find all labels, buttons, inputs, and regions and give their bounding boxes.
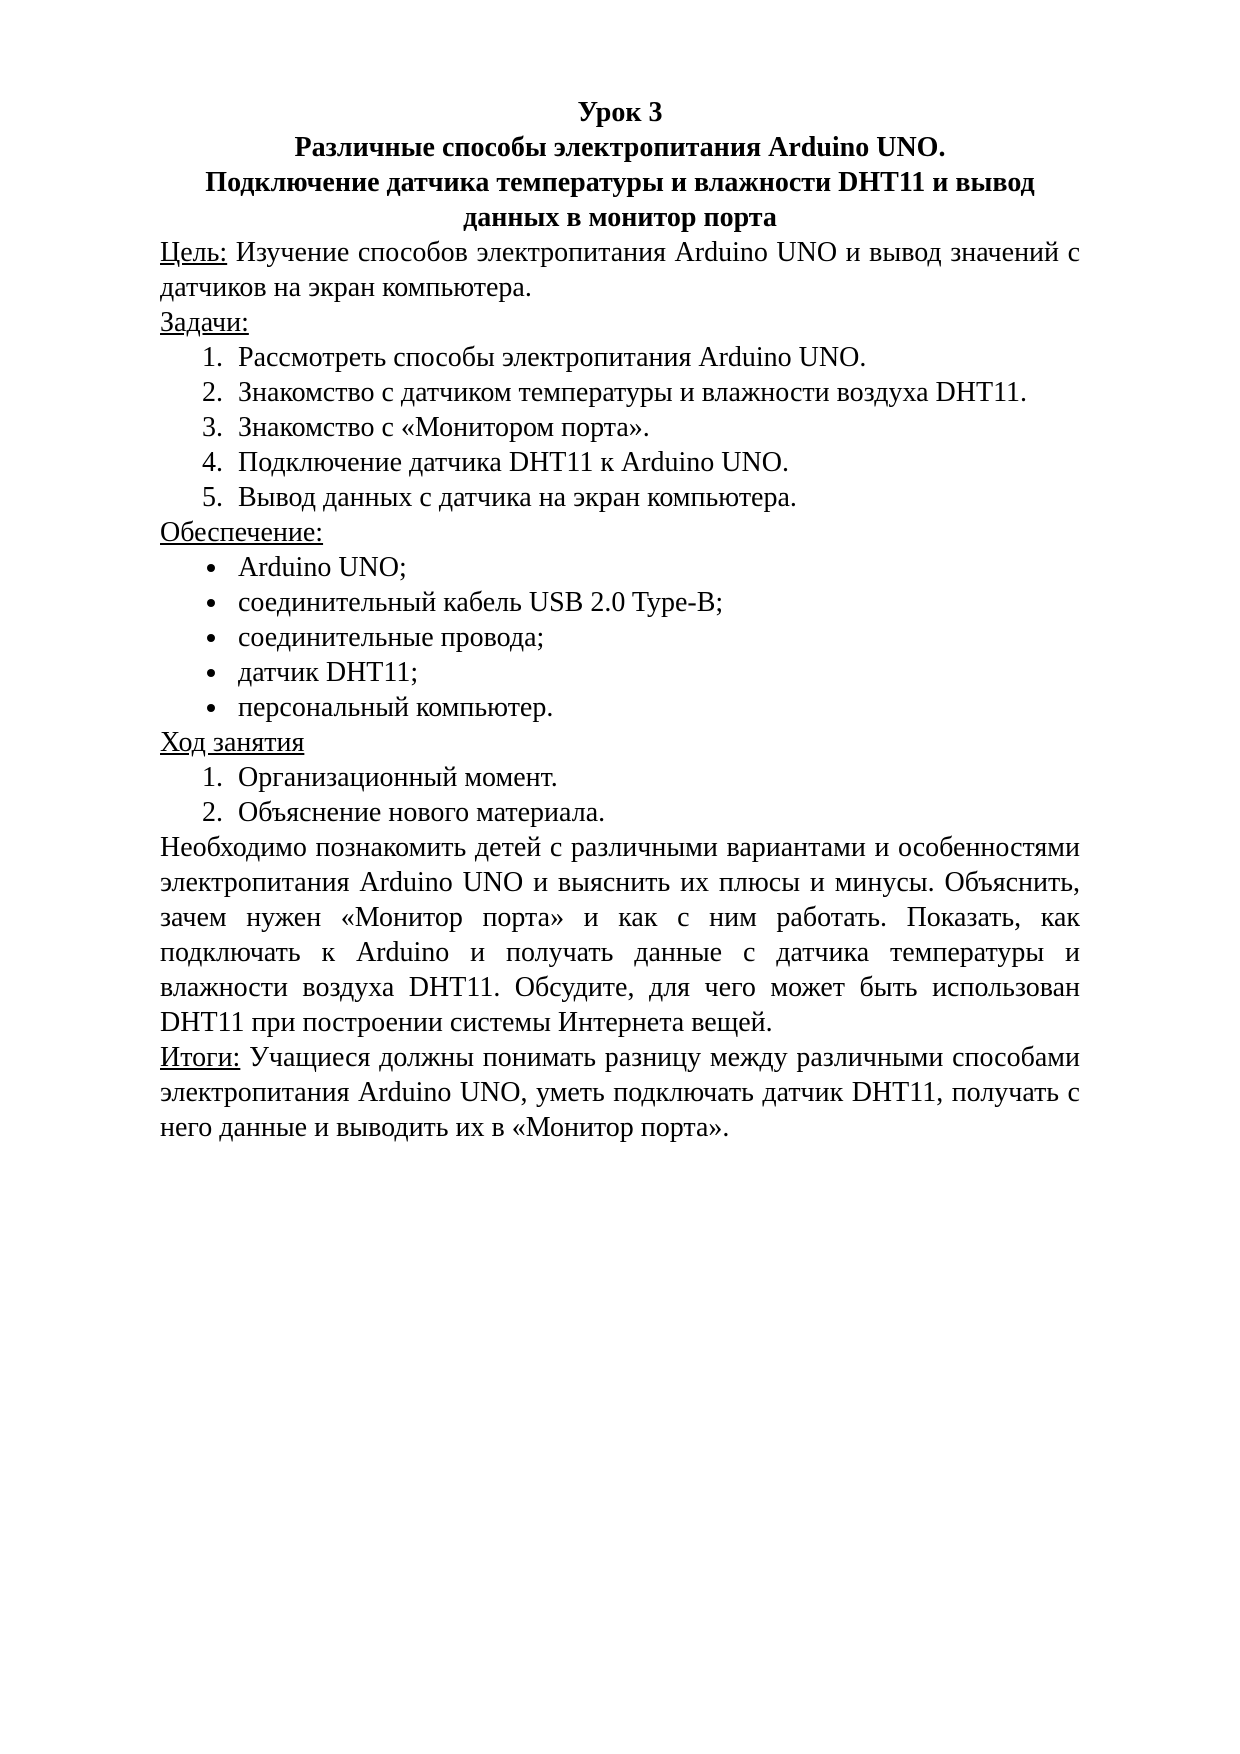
supply-item: • соединительные провода;: [230, 620, 1080, 655]
supplies-label: Обеспечение:: [160, 517, 324, 548]
task-item: 1. Рассмотреть способы электропитания Arduino UNO.: [230, 340, 1080, 375]
task-item: 5. Вывод данных с датчика на экран компьютера.: [230, 480, 1080, 515]
results-paragraph: [160, 1040, 1080, 1145]
supplies-section-label: [160, 515, 1080, 550]
course-section-label: [160, 725, 1080, 760]
lesson-title-block: [160, 95, 1080, 235]
tasks-label: Задачи:: [160, 307, 249, 338]
course-list: [160, 760, 1080, 830]
supplies-list: [160, 550, 1080, 725]
lesson-title-line-2: Подключение датчика температуры и влажности DHT11 и вывод: [205, 167, 1035, 198]
task-item: 3. Знакомство с «Монитором порта».: [230, 410, 1080, 445]
course-item: 2. Объяснение нового материала.: [230, 795, 1080, 830]
goal-label: Цель:: [160, 237, 228, 268]
supply-item: • соединительный кабель USB 2.0 Type-B;: [230, 585, 1080, 620]
results-text: Учащиеся должны понимать разницу между различными способами электропитания Arduino UNO, уметь подключать датчик DHT11, получать с него данные и выводить их в «Монитор порта».: [160, 1042, 1080, 1143]
results-label: Итоги:: [160, 1042, 241, 1073]
lesson-title-line-3: данных в монитор порта: [463, 202, 777, 233]
goal-text: Изучение способов электропитания Arduino UNO и вывод значений с датчиков на экран компьютера.: [160, 237, 1081, 303]
task-item: 4. Подключение датчика DHT11 к Arduino UNO.: [230, 445, 1080, 480]
lesson-title-line-1: Различные способы электропитания Arduino UNO.: [294, 132, 946, 163]
tasks-section-label: [160, 305, 1080, 340]
explanation-paragraph: Необходимо познакомить детей с различными вариантами и особенностями электропитания Arduino UNO и выяснить их плюсы и минусы. Объяснить, зачем нужен «Монитор порта» и как с ним работать. Показать, как подключать к Arduino и получать данные с датчика температуры и влажности воздуха DHT11. Обсудите, для чего может быть использован DHT11 при построении системы Интернета вещей.: [160, 832, 1080, 1038]
task-item: 2. Знакомство с датчиком температуры и влажности воздуха DHT11.: [230, 375, 1080, 410]
course-item: 1. Организационный момент.: [230, 760, 1080, 795]
lesson-number: Урок 3: [577, 97, 663, 128]
goal-paragraph: [160, 235, 1080, 305]
supply-item: • Arduino UNO;: [230, 550, 1080, 585]
tasks-list: [160, 340, 1080, 515]
supply-item: • персональный компьютер.: [230, 690, 1080, 725]
supply-item: • датчик DHT11;: [230, 655, 1080, 690]
course-label: Ход занятия: [160, 727, 305, 758]
